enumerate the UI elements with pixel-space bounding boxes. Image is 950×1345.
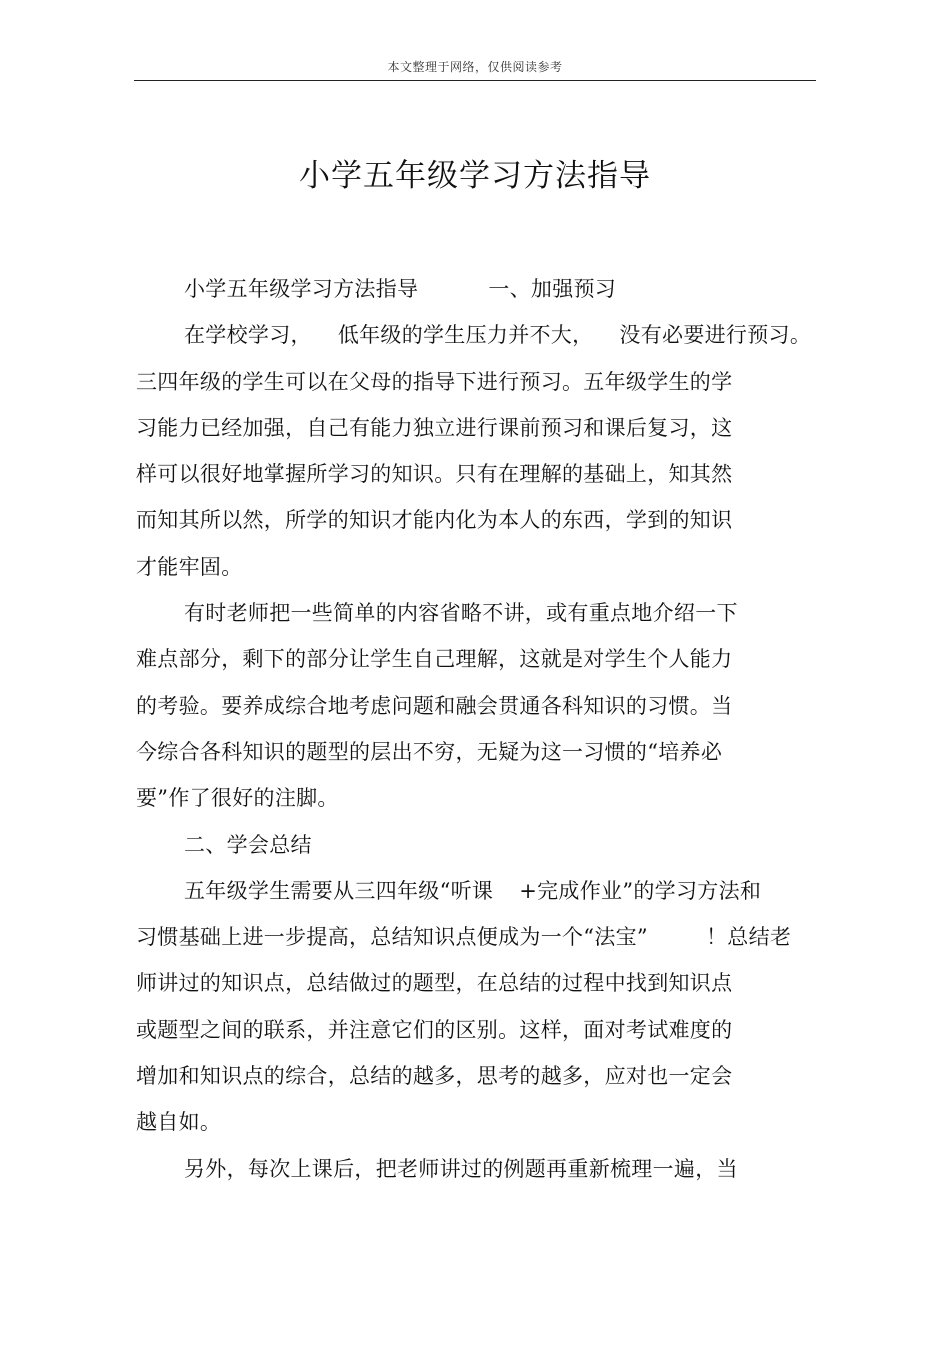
text-segment: 在学校学习， bbox=[184, 323, 312, 348]
body-line bbox=[136, 960, 816, 1006]
body-line bbox=[136, 1146, 816, 1192]
text-segment: 今综合各科知识的题型的层出不穷，无疑为这一习惯的“培养必 bbox=[136, 739, 723, 764]
header-note: 本文整理于网络，仅供阅读参考 bbox=[387, 60, 563, 74]
text-segment: 而知其所以然，所学的知识才能内化为本人的东西，学到的知识 bbox=[136, 508, 733, 533]
section-heading-1: 一、加强预习 bbox=[488, 277, 617, 301]
text-segment: +完成作业”的学习方法和 bbox=[519, 878, 762, 903]
text-segment: 有时老师把一些简单的内容省略不讲，或有重点地介绍一下 bbox=[184, 601, 738, 626]
text-segment: 样可以很好地掌握所学习的知识。只有在理解的基础上，知其然 bbox=[136, 462, 733, 487]
body-line bbox=[136, 312, 816, 358]
text-segment: 习惯基础上进一步提高，总结知识点便成为一个“法宝” bbox=[136, 925, 648, 950]
body-line bbox=[136, 775, 816, 821]
text-segment: 低年级的学生压力并不大， bbox=[337, 323, 594, 348]
body-line bbox=[136, 266, 816, 312]
body-line bbox=[136, 590, 816, 636]
header-divider bbox=[134, 80, 816, 81]
body-line bbox=[136, 497, 816, 543]
text-segment: 难点部分，剩下的部分让学生自己理解，这就是对学生个人能力 bbox=[136, 647, 733, 672]
body-line bbox=[136, 1007, 816, 1053]
body-line bbox=[136, 1099, 816, 1145]
body-line bbox=[136, 451, 816, 497]
body-line bbox=[136, 914, 816, 960]
document-body bbox=[136, 266, 816, 1192]
body-line bbox=[136, 359, 816, 405]
body-line bbox=[136, 1053, 816, 1099]
text-segment: 没有必要进行预习。 bbox=[619, 323, 812, 348]
body-line bbox=[136, 822, 816, 868]
body-line bbox=[136, 683, 816, 729]
body-line bbox=[136, 868, 816, 914]
body-line bbox=[136, 405, 816, 451]
section-heading-2: 二、学会总结 bbox=[184, 832, 312, 857]
text-segment: 另外，每次上课后，把老师讲过的例题再重新梳理一遍，当 bbox=[184, 1156, 738, 1181]
text-segment: 才能牢固。 bbox=[136, 554, 243, 579]
document-title: 小学五年级学习方法指导 bbox=[299, 158, 651, 194]
text-segment: 的考验。要养成综合地考虑问题和融会贯通各科知识的习惯。当 bbox=[136, 693, 733, 718]
text-segment: 增加和知识点的综合，总结的越多，思考的越多，应对也一定会 bbox=[136, 1064, 733, 1089]
text-segment: 师讲过的知识点，总结做过的题型，在总结的过程中找到知识点 bbox=[136, 971, 733, 996]
text-segment: 三四年级的学生可以在父母的指导下进行预习。五年级学生的学 bbox=[136, 369, 733, 394]
body-line bbox=[136, 636, 816, 682]
text-segment: 五年级学生需要从三四年级“听课 bbox=[184, 878, 494, 903]
body-line bbox=[136, 729, 816, 775]
text-segment: 越自如。 bbox=[136, 1110, 222, 1135]
text-segment: 要”作了很好的注脚。 bbox=[136, 786, 339, 811]
text-segment: ！总结老 bbox=[705, 925, 792, 950]
text-segment: 习能力已经加强，自己有能力独立进行课前预习和课后复习，这 bbox=[136, 415, 733, 440]
body-line bbox=[136, 544, 816, 590]
section-intro-text: 小学五年级学习方法指导 bbox=[184, 277, 419, 301]
text-segment: 或题型之间的联系，并注意它们的区别。这样，面对考试难度的 bbox=[136, 1017, 733, 1042]
